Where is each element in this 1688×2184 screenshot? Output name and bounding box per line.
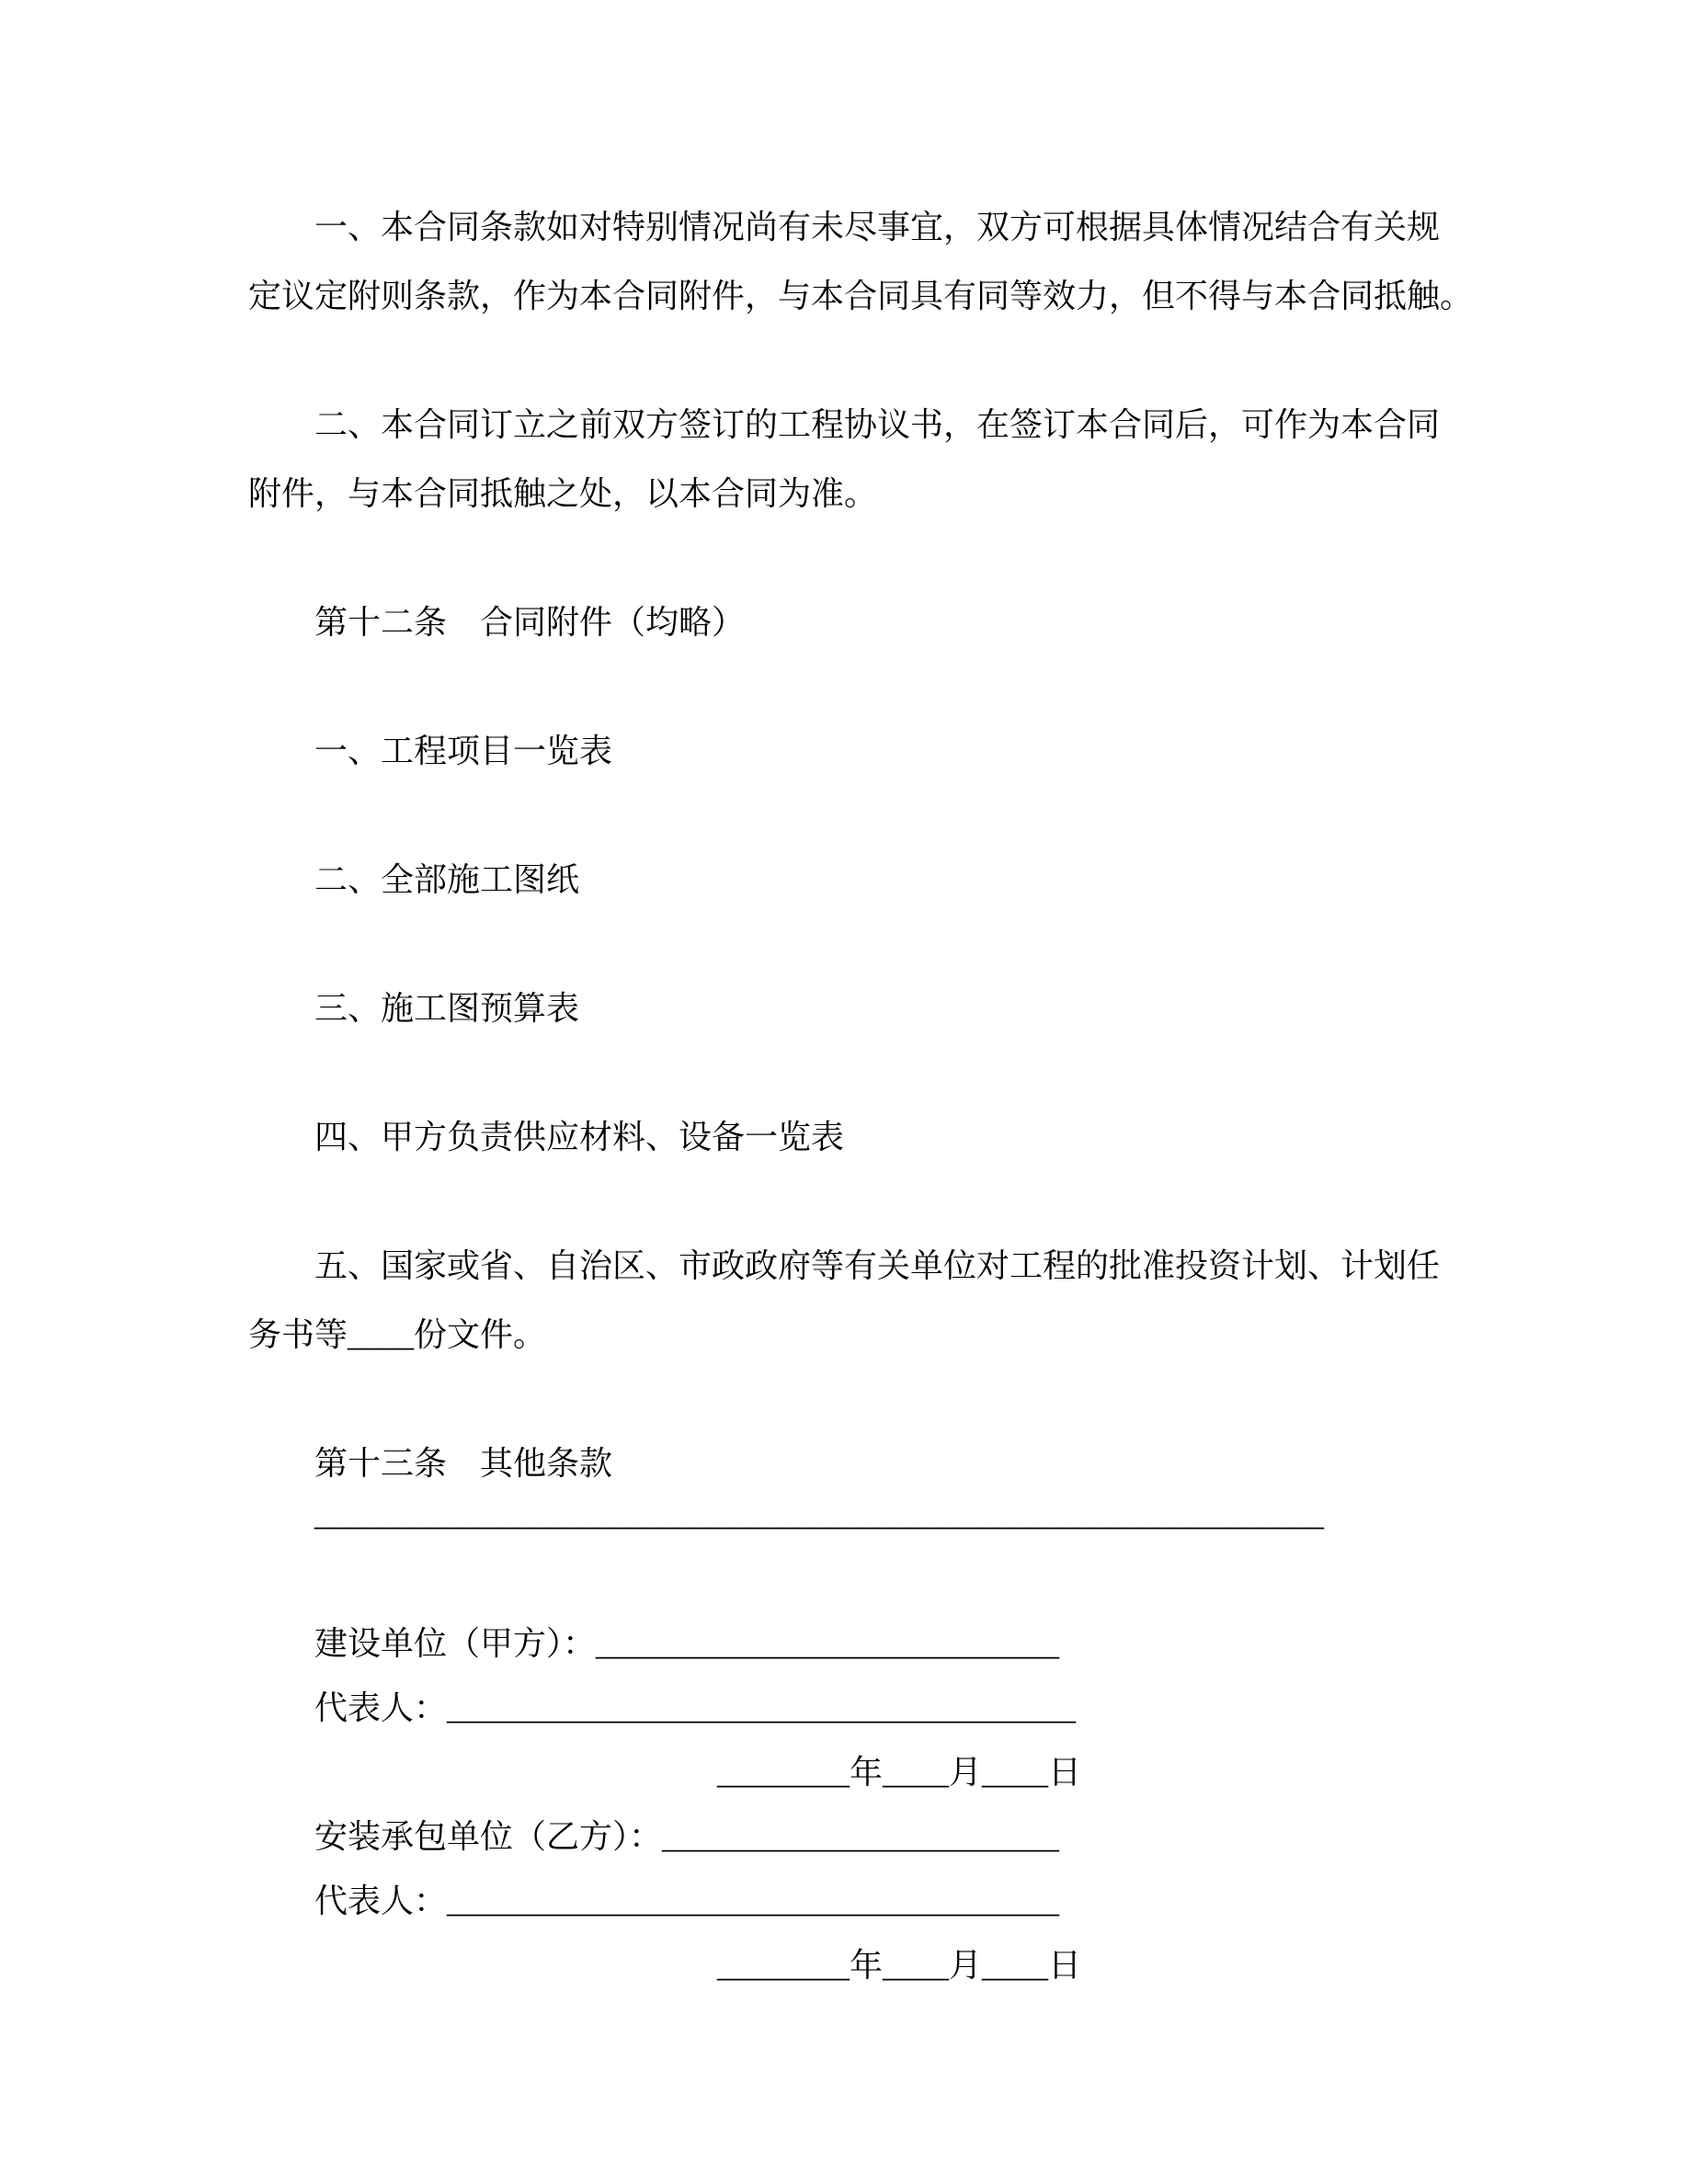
contract-clause-line: 定议定附则条款，作为本合同附件，与本合同具有同等效力，但不得与本合同抵触。 — [248, 278, 1474, 314]
contract-clause-line: 二、本合同订立之前双方签订的工程协议书，在签订本合同后，可作为本合同 — [314, 406, 1441, 443]
party-b-representative-line — [248, 1869, 1440, 1933]
section-heading-article13: 第十三条 其他条款 — [314, 1445, 613, 1482]
party-a-representative-line — [248, 1676, 1440, 1740]
party-b-signature-line — [248, 1804, 1440, 1869]
contract-clause-line: 一、本合同条款如对特别情况尚有未尽事宜，双方可根据具体情况结合有关规 — [314, 209, 1441, 245]
attachment-item-5: 五、国家或省、自治区、市政政府等有关单位对工程的批准投资计划、计划任 — [314, 1247, 1441, 1284]
contract-clause-line: 附件，与本合同抵触之处，以本合同为准。 — [248, 475, 878, 512]
attachment-item-2: 二、全部施工图纸 — [314, 861, 580, 898]
section-heading-article12: 第十二条 合同附件（均略） — [314, 604, 746, 641]
party-a-signature-line — [248, 1611, 1440, 1676]
party-b-representative-label: 代表人： — [314, 1883, 448, 1919]
party-a-representative-label: 代表人： — [314, 1689, 448, 1726]
party-a-representative-fill-in-blank: ______________________________________ — [447, 1689, 1077, 1726]
party-a-label: 建设单位（甲方）： — [314, 1625, 597, 1662]
attachment-item-3: 三、施工图预算表 — [314, 990, 580, 1027]
attachment-item-1: 一、工程项目一览表 — [314, 733, 613, 769]
other-terms-fill-in-blank-line: _____________________________________________________________ — [314, 1496, 1324, 1532]
party-b-date-line: ________年____月____日 — [717, 1947, 1081, 1984]
party-b-fill-in-blank: ________________________ — [662, 1818, 1060, 1855]
party-a-fill-in-blank: ____________________________ — [596, 1625, 1060, 1662]
party-b-representative-fill-in-blank: _____________________________________ — [447, 1883, 1060, 1919]
attachment-item-4: 四、甲方负责供应材料、设备一览表 — [314, 1119, 845, 1155]
party-a-date-line: ________年____月____日 — [717, 1754, 1081, 1791]
attachment-item-5-continued: 务书等____份文件。 — [248, 1316, 547, 1353]
party-b-label: 安装承包单位（乙方）： — [314, 1818, 663, 1855]
